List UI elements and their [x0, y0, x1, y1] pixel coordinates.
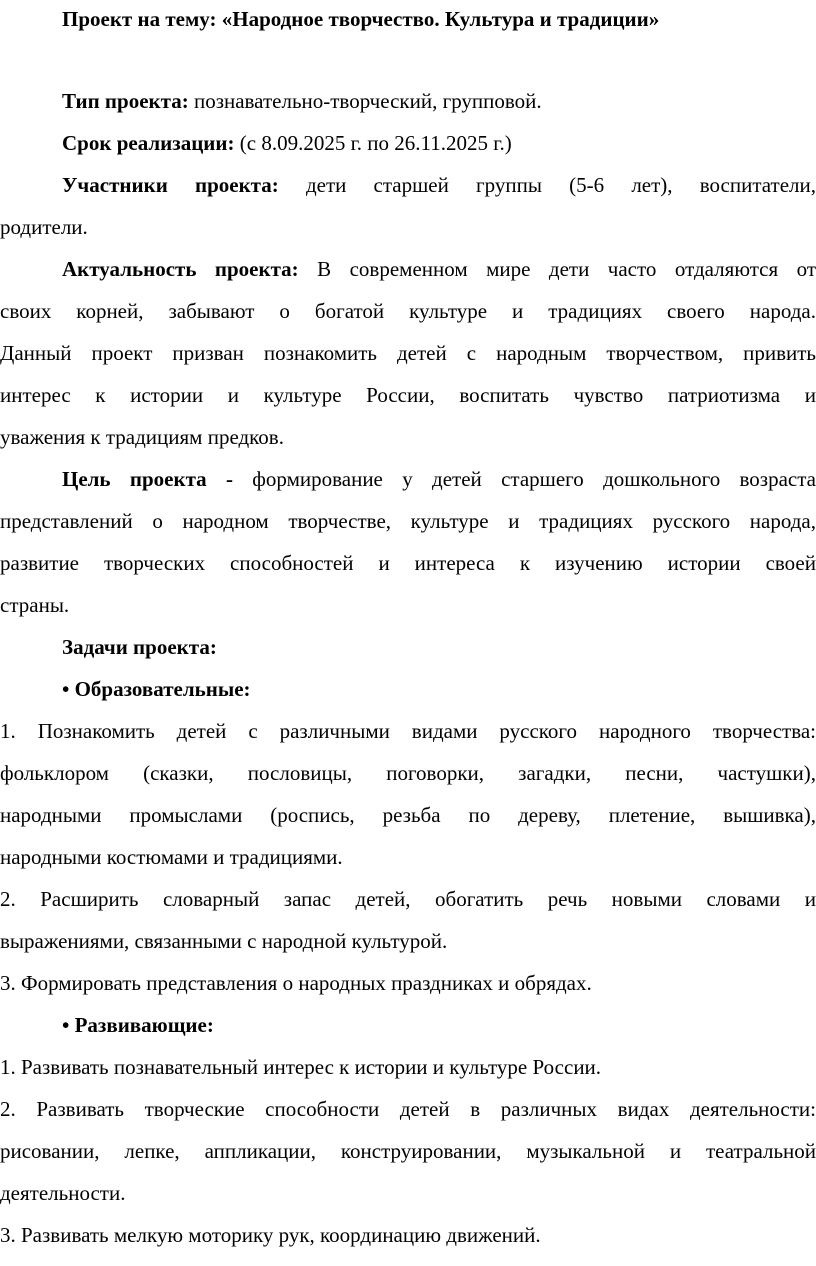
educational-line-3: народными промыслами (роспись, резьба по дереву, плетение, вышивка), — [0, 803, 816, 827]
relevance-text: В современном мире дети часто отдаляются от — [298, 257, 816, 281]
goal-label: Цель проекта - — [62, 467, 233, 491]
relevance-label: Актуальность проекта: — [62, 257, 299, 281]
educational-line-5: 2. Расширить словарный запас детей, обогатить речь новыми словами и — [0, 887, 816, 911]
developing-heading — [62, 1012, 816, 1038]
participants-line-2: родители. — [0, 215, 88, 239]
project-type — [62, 88, 816, 114]
participants-label: Участники проекта: — [62, 173, 279, 197]
project-period-label: Срок реализации: — [62, 131, 235, 155]
project-type-value: познавательно-творческий, групповой. — [188, 89, 542, 113]
developing-line-2: 2. Развивать творческие способности детей в различных видах деятельности: — [0, 1097, 816, 1121]
developing-line-5: 3. Развивать мелкую моторику рук, координацию движений. — [0, 1223, 541, 1247]
project-type-label: Тип проекта: — [62, 89, 189, 113]
tasks-heading — [62, 634, 816, 660]
educational-line-1: 1. Познакомить детей с различными видами русского народного творчества: — [0, 719, 816, 743]
tasks-heading-text: Задачи проекта: — [62, 635, 217, 659]
project-period-value: (с 8.09.2025 г. по 26.11.2025 г.) — [234, 131, 512, 155]
developing-heading-text: • Развивающие: — [62, 1013, 214, 1037]
relevance-line-3: Данный проект призван познакомить детей с народным творчеством, привить — [0, 341, 816, 365]
relevance-line-5: уважения к традициям предков. — [0, 425, 284, 449]
educational-line-6: выражениями, связанными с народной культурой. — [0, 929, 448, 953]
developing-line-1: 1. Развивать познавательный интерес к истории и культуре России. — [0, 1055, 602, 1079]
participants-value: дети старшей группы (5-6 лет), воспитатели, — [278, 173, 816, 197]
educational-line-2: фольклором (сказки, пословицы, поговорки, загадки, песни, частушки), — [0, 761, 816, 785]
goal-line-4: страны. — [0, 593, 70, 617]
relevance-line-1 — [62, 256, 816, 282]
relevance-line-4: интерес к истории и культуре России, воспитать чувство патриотизма и — [0, 383, 816, 407]
goal-line-2: представлений о народном творчестве, культуре и традициях русского народа, — [0, 509, 816, 533]
project-title — [62, 6, 816, 32]
educational-heading — [62, 676, 816, 702]
developing-line-4: деятельности. — [0, 1181, 126, 1205]
project-period — [62, 130, 816, 156]
developing-line-3: рисовании, лепке, аппликации, конструировании, музыкальной и театральной — [0, 1139, 816, 1163]
educational-line-4: народными костюмами и традициями. — [0, 845, 343, 869]
project-title-text: Проект на тему: «Народное творчество. Культура и традиции» — [62, 7, 660, 31]
educational-line-7: 3. Формировать представления о народных праздниках и обрядах. — [0, 971, 592, 995]
goal-text: формирование у детей старшего дошкольного возраста — [232, 467, 816, 491]
goal-line-3: развитие творческих способностей и интереса к изучению истории своей — [0, 551, 816, 575]
participants-line-1 — [62, 172, 816, 198]
relevance-line-2: своих корней, забывают о богатой культуре и традициях своего народа. — [0, 299, 816, 323]
educational-heading-text: • Образовательные: — [62, 677, 251, 701]
goal-line-1 — [62, 466, 816, 492]
